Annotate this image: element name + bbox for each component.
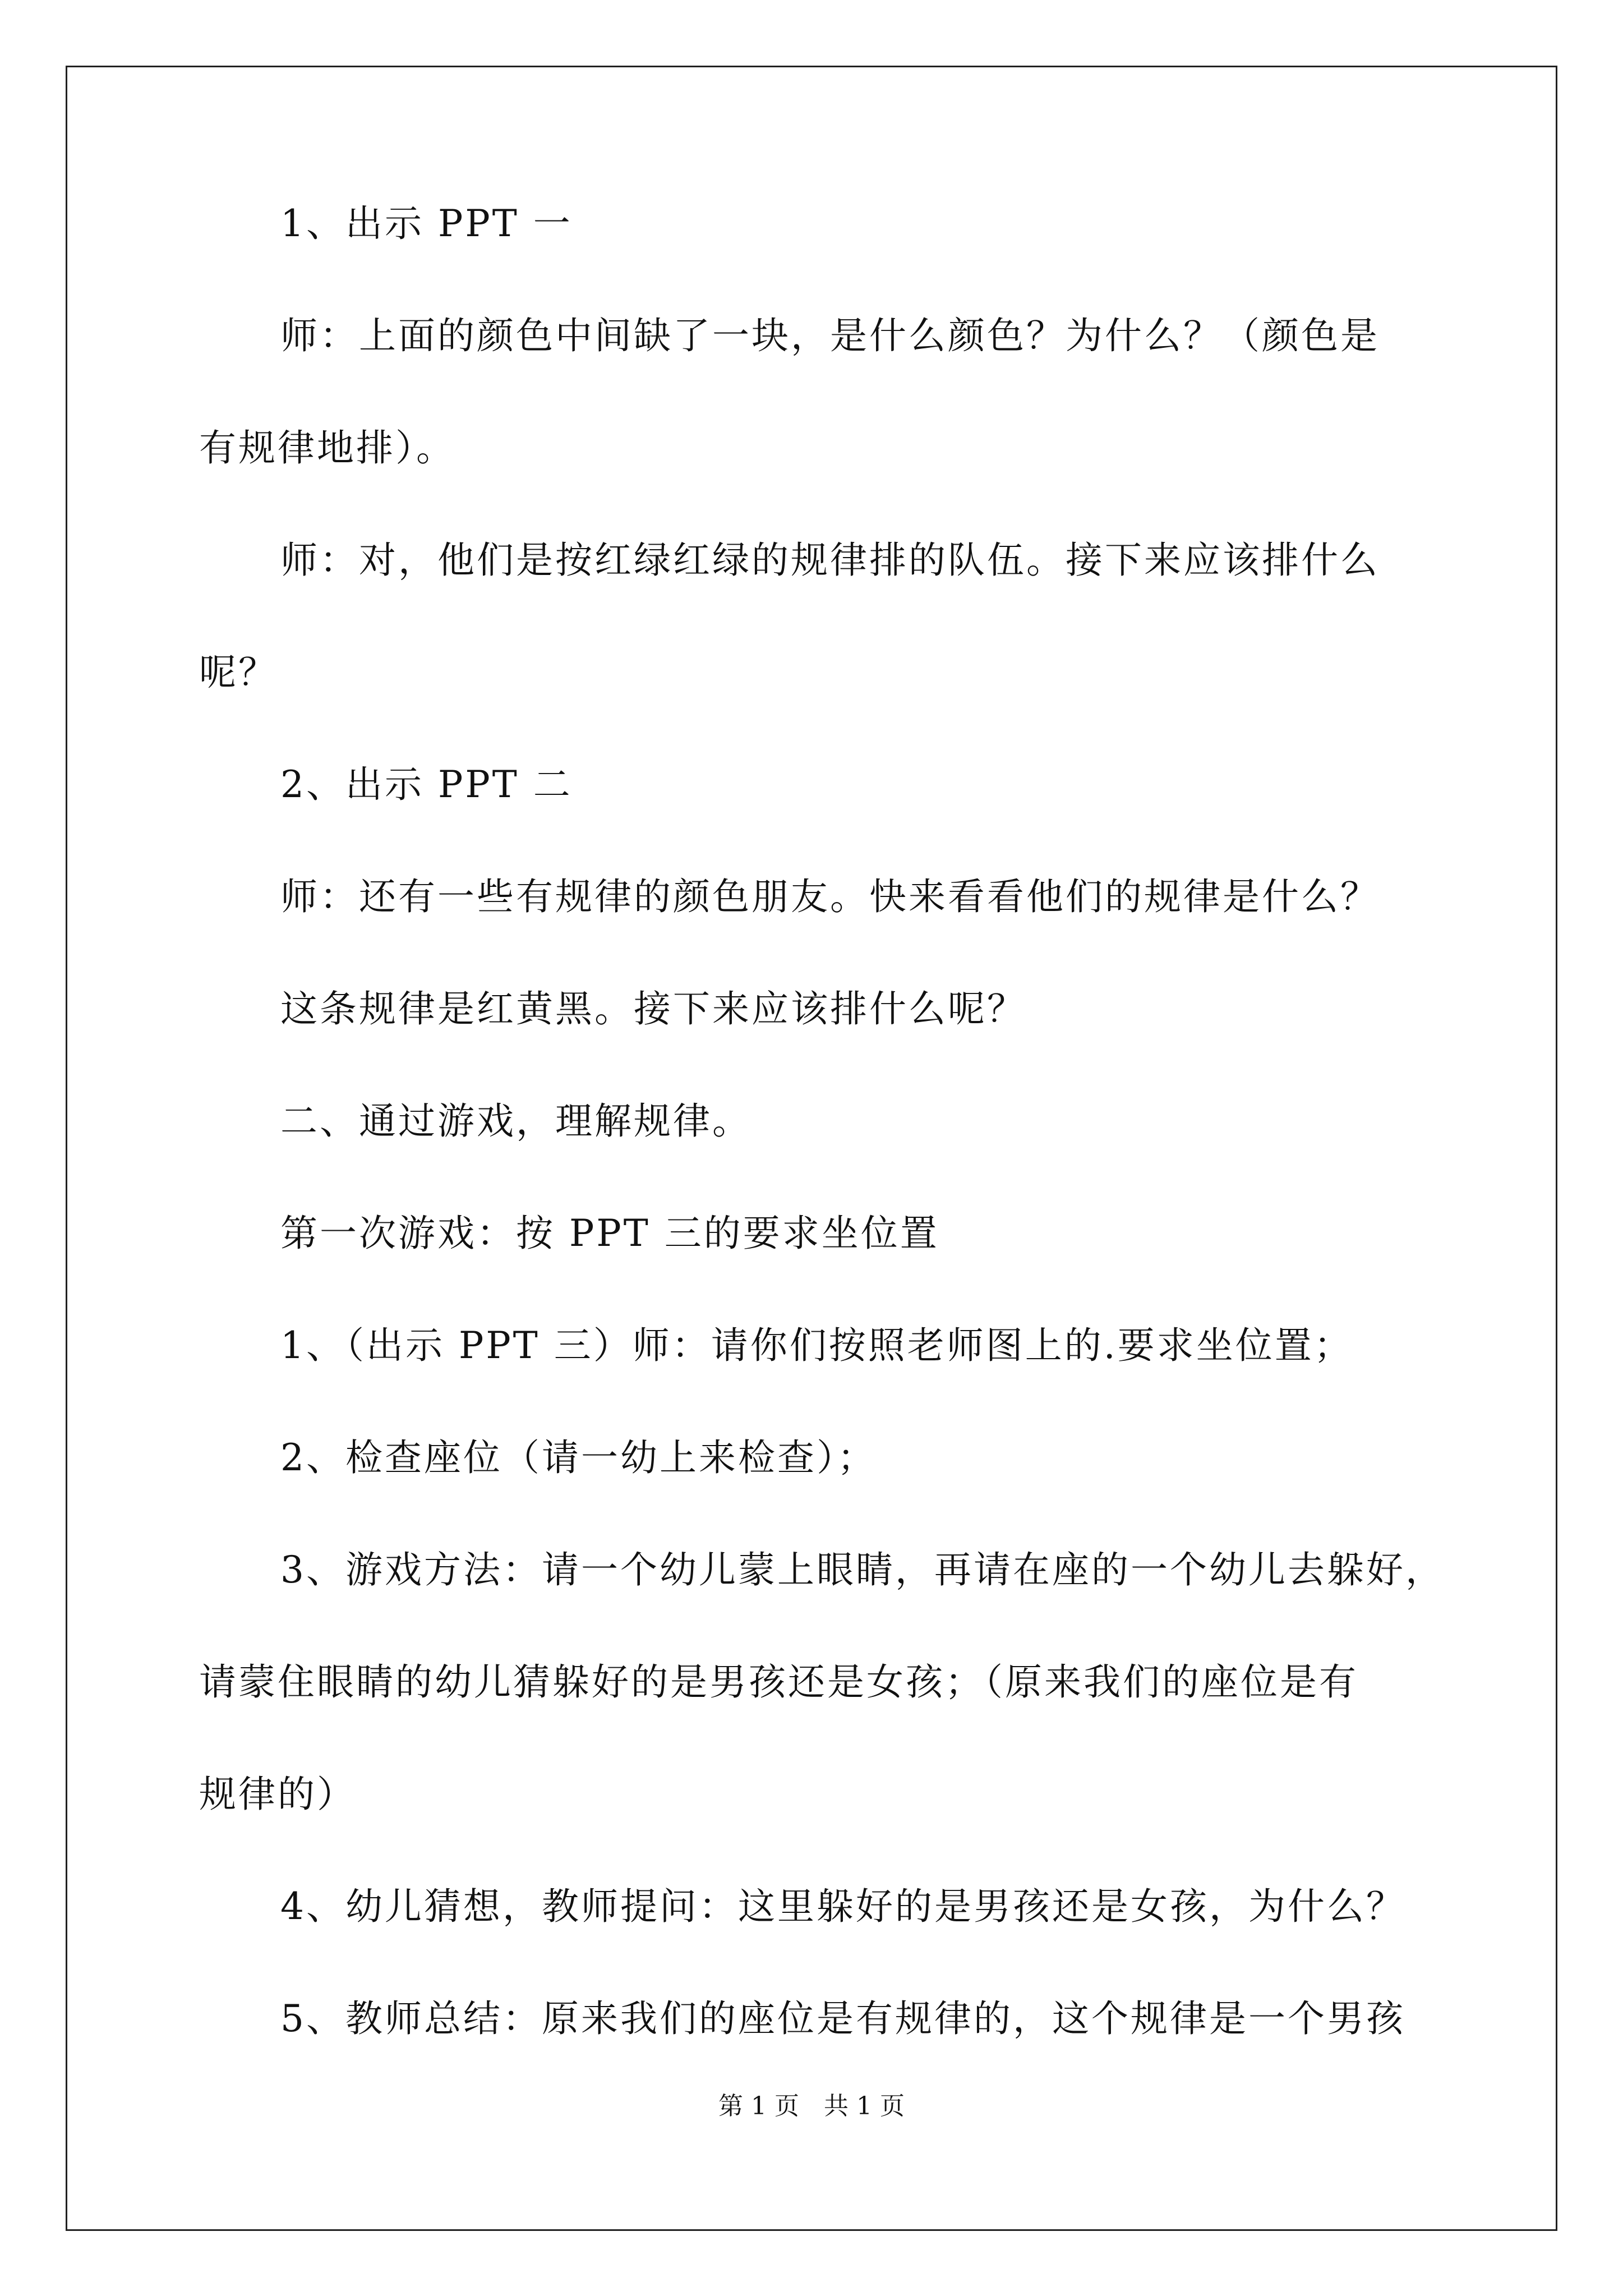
paragraph-line: 规律的）	[199, 1773, 356, 1816]
page-footer: 第 1 页 共 1 页	[718, 2092, 905, 2120]
paragraph-line: 2、检查座位（请一幼上来检查）；	[280, 1436, 877, 1479]
paragraph-line: 有规律地排）。	[199, 426, 455, 470]
paragraph-line: 师：还有一些有规律的颜色朋友。快来看看他们的规律是什么？	[280, 875, 1380, 918]
paragraph-line: 2、出示 PPT 二	[280, 763, 573, 806]
paragraph-line: 呢？	[199, 651, 278, 694]
paragraph-line: 1、（出示 PPT 三）师：请你们按照老师图上的.要求坐位置；	[280, 1324, 1353, 1367]
section-heading: 二、通过游戏，理解规律。	[280, 1099, 751, 1143]
paragraph-line: 这条规律是红黄黑。接下来应该排什么呢？	[280, 987, 1026, 1030]
paragraph-line: 请蒙住眼睛的幼儿猜躲好的是男孩还是女孩；（原来我们的座位是有	[199, 1660, 1358, 1704]
paragraph-line: 师：对，他们是按红绿红绿的规律排的队伍。接下来应该排什么	[280, 539, 1380, 582]
paragraph-line: 5、教师总结：原来我们的座位是有规律的，这个规律是一个男孩	[280, 1997, 1405, 2040]
document-body	[199, 200, 1445, 2107]
paragraph-line: 4、幼儿猜想，教师提问：这里躲好的是男孩还是女孩，为什么？	[280, 1885, 1405, 1928]
paragraph-line: 师：上面的颜色中间缺了一块，是什么颜色？为什么？（颜色是	[280, 314, 1380, 357]
paragraph-line: 1、出示 PPT 一	[280, 202, 573, 245]
paragraph-line: 3、游戏方法：请一个幼儿蒙上眼睛，再请在座的一个幼儿去躲好，	[280, 1548, 1445, 1591]
paragraph-line: 第一次游戏：按 PPT 三的要求坐位置	[280, 1212, 939, 1255]
